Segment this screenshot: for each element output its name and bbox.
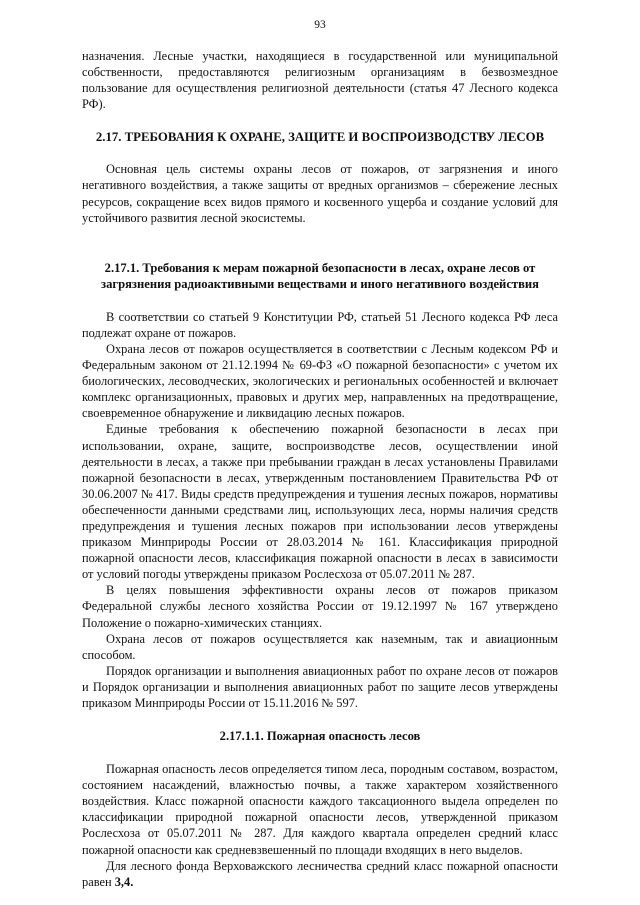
paragraph-average-class [82,858,558,890]
section-heading: 2.17. ТРЕБОВАНИЯ К ОХРАНЕ, ЗАЩИТЕ И ВОСПРОИЗВОДСТВУ ЛЕСОВ [95,130,545,145]
paragraph-fire-protection-law: Охрана лесов от пожаров осуществляется в соответствии с Лесным кодексом РФ и Федеральным законом от 21.12.1994 № 69-ФЗ «О пожарной безопасности» с учетом их биологических, лесоводческих, экологических и региональных особенностей и включает комплекс организационных, правовых и других мер, направленных на предотвращение, своевременное обнаружение и ликвидацию лесных пожаров. [82,341,558,421]
paragraph-aviation-works: Порядок организации и выполнения авиационных работ по охране лесов от пожаров и Порядок организации и выполнения авиационных работ по защите лесов утверждены приказом Минприроды России от 15.11.2016 № 597. [82,663,558,710]
average-class-value: 3,4. [114,874,134,889]
document-page [82,18,558,890]
paragraph-fire-danger: Пожарная опасность лесов определяется типом леса, породным составом, возрастом, состоянием насаждений, влажностью почвы, а также характером хозяйственного воздействия. Класс пожарной опасности каждого таксационного выдела определен по классификации природной пожарной опасности лесов, утвержденной приказом Рослесхоза от 05.07.2011 № 287. Для каждого квартала определен средний класс пожарной опасности как средневзвешенный по площади входящих в него выделов. [82,762,558,857]
page-number: 93 [314,19,326,31]
subsubsection-heading: 2.17.1.1. Пожарная опасность лесов [219,729,421,744]
paragraph-fire-safety-rules: Единые требования к обеспечению пожарной безопасности в лесах при использовании, охране, защите, воспроизводстве лесов, осуществлении иной деятельности в лесах, а также при пребывании граждан в лесах установлены Правилами пожарной безопасности в лесах, утвержденным постановлением Правительства РФ от 30.06.2007 № 417. Виды средств предупреждения и тушения лесных пожаров, нормативы обеспеченности данными средствами лиц, использующих леса, нормы наличия средств предупреждения и тушения лесных пожаров при использовании лесов утверждены приказом Минприроды России от 28.03.2014 № 161. Классификация природной пожарной опасности лесов, классификация пожарной опасности в лесах в зависимости от условий погоды утверждены приказом Рослесхоза от 05.07.2011 № 287. [82,422,558,582]
section-goal-paragraph: Основная цель системы охраны лесов от пожаров, от загрязнения и иного негативного воздействия, а также защиты от вредных организмов – сбережение лесных ресурсов, сокращение всех видов прямого и косвенного ущерба и создание условий для устойчивого развития лесной экосистемы. [82,162,558,225]
paragraph-constitution: В соответствии со статьей 9 Конституции РФ, статьей 51 Лесного кодекса РФ леса подлежат охране от пожаров. [82,309,558,340]
subsection-heading: 2.17.1. Требования к мерам пожарной безопасности в лесах, охране лесов от загрязнения радиоактивными веществами и иного негативного воздействия [101,260,539,291]
intro-paragraph: назначения. Лесные участки, находящиеся в государственной или муниципальной собственности, предоставляются религиозным организациям в безвозмездное пользование для осуществления религиозной деятельности (статья 47 Лесного кодекса РФ). [82,49,558,112]
paragraph-fire-chemical-stations: В целях повышения эффективности охраны лесов от пожаров приказом Федеральной службы лесного хозяйства России от 19.12.1997 № 167 утверждено Положение о пожарно-химических станциях. [82,583,558,630]
paragraph-protection-methods: Охрана лесов от пожаров осуществляется как наземным, так и авиационным способом. [82,631,558,662]
average-class-text: Для лесного фонда Верховажского лесничества средний класс пожарной опасности равен [82,858,558,889]
